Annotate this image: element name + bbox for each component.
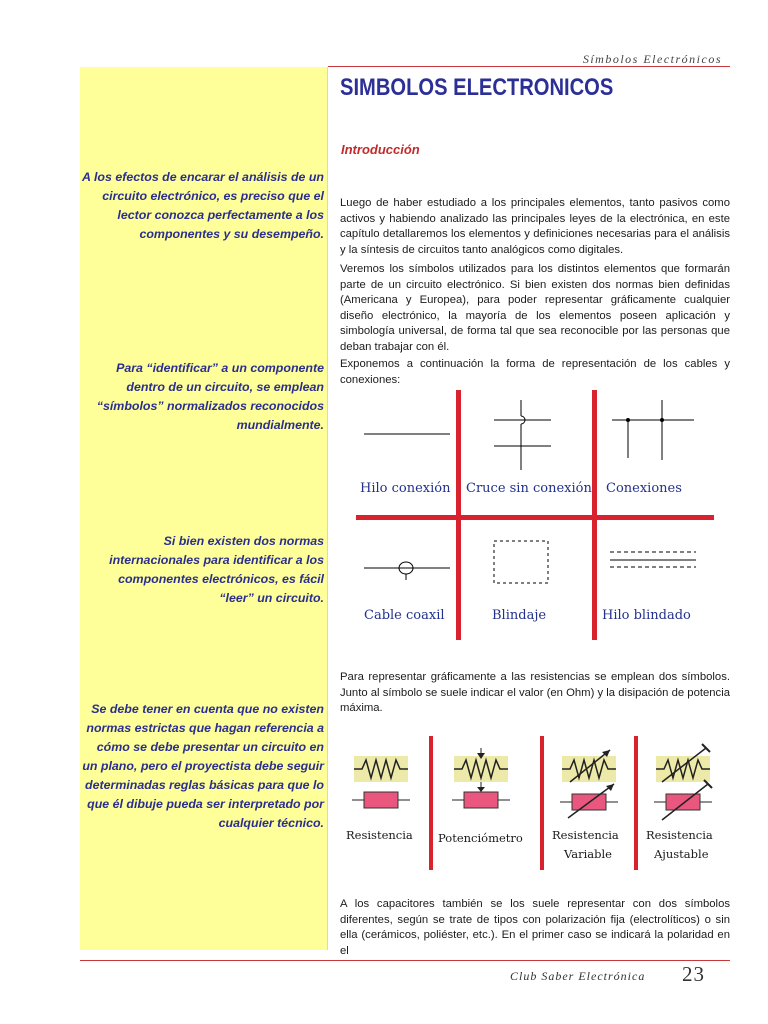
connections-symbol [612,400,694,460]
grid-line [356,515,714,520]
label-cable-coaxil: Cable coaxil [364,608,445,623]
resistor-symbol [352,756,410,808]
section-subtitle: Introducción [341,142,420,157]
grid-line [634,736,638,870]
label-cruce-sin-conexion: Cruce sin conexión [466,481,592,496]
label-potenciometro: Potenciómetro [438,831,523,845]
shielded-wire-symbol [610,552,696,567]
running-title: Símbolos Electrónicos [582,52,722,66]
paragraph-intro: Luego de haber estudiado a los principales elementos, tanto pasivos como activos y habiendo analizado las principales leyes de la electrónica, en este capítulo detallaremos los elementos y definiciones necesarias para el análisis y la síntesis de circuitos tanto analógicos como digitales. [340,197,730,256]
variable-resistor-symbol [560,750,618,818]
label-ajustable: Ajustable [654,847,709,861]
paragraph-resistors: Para representar gráficamente a las resistencias se emplean dos símbolos. Junto al símbolo se suele indicar el valor (en Ohm) y la disipación de potencia máxima. [340,671,730,714]
cables-figure [356,390,716,640]
grid-line [540,736,544,870]
label-hilo-blindado: Hilo blindado [602,608,691,623]
crossing-symbol [494,400,551,470]
sidebar-note-3: Si bien existen dos normas internacionales para identificar a los componentes electrónicos, es fácil “leer” un circuito. [109,534,324,605]
page-title: SIMBOLOS ELECTRONICOS [340,74,614,101]
footer-publication: Club Saber Electrónica [510,969,646,983]
label-conexiones: Conexiones [606,481,682,496]
coax-symbol [364,562,450,580]
footer-rule [80,960,730,961]
label-resistencia-variable: Resistencia [552,828,619,842]
label-resistencia: Resistencia [346,828,413,842]
paragraph-cables: Exponemos a continuación la forma de representación de los cables y conexiones: [340,358,730,386]
paragraph-capacitors: A los capacitores también se los suele representar con dos símbolos diferentes, según se trate de tipos con polarización fija (electrolíticos) o sin ella (cerámicos, poliéster, etc.). En el primer caso se indicará la polaridad en el [340,898,730,957]
label-blindaje: Blindaje [492,608,547,623]
adjustable-resistor-symbol [654,744,712,820]
grid-line [592,390,597,640]
sidebar-note-1: A los efectos de encarar el análisis de un circuito electrónico, es preciso que el lector conozca perfectamente a los componentes y su desempeño. [82,170,324,241]
grid-line [456,390,461,640]
resistors-figure [344,736,730,870]
label-resistencia-ajustable: Resistencia [646,828,713,842]
sidebar-note-4: Se debe tener en cuenta que no existen normas estrictas que hagan referencia a cómo se debe presentar un circuito en un plano, pero el proyectista debe seguir determinadas reglas básicas para que lo que él dibuje pueda ser interpretado por cualquier técnico. [82,702,324,830]
label-hilo-conexion: Hilo conexión [360,481,451,496]
page-number: 23 [682,962,705,986]
shield-symbol [494,541,548,583]
paragraph-symbols: Veremos los símbolos utilizados para los distintos elementos que formarán parte de un circuito electrónico. Si bien existen dos normas bien definidas (Americana y Europea), para poder representar gráficamente cualquier diseño electrónico, la mayoría de los elementos poseen aplicación y simbología universal, de forma tal que sea reconocible por las personas que deban trabajar con él. [340,263,730,353]
label-variable: Variable [564,847,612,861]
potentiometer-symbol [452,748,510,808]
grid-line [429,736,433,870]
header-rule [328,66,730,67]
sidebar-note-2: Para “identificar” a un componente dentro de un circuito, se emplean “símbolos” normalizados reconocidos mundialmente. [96,361,324,432]
